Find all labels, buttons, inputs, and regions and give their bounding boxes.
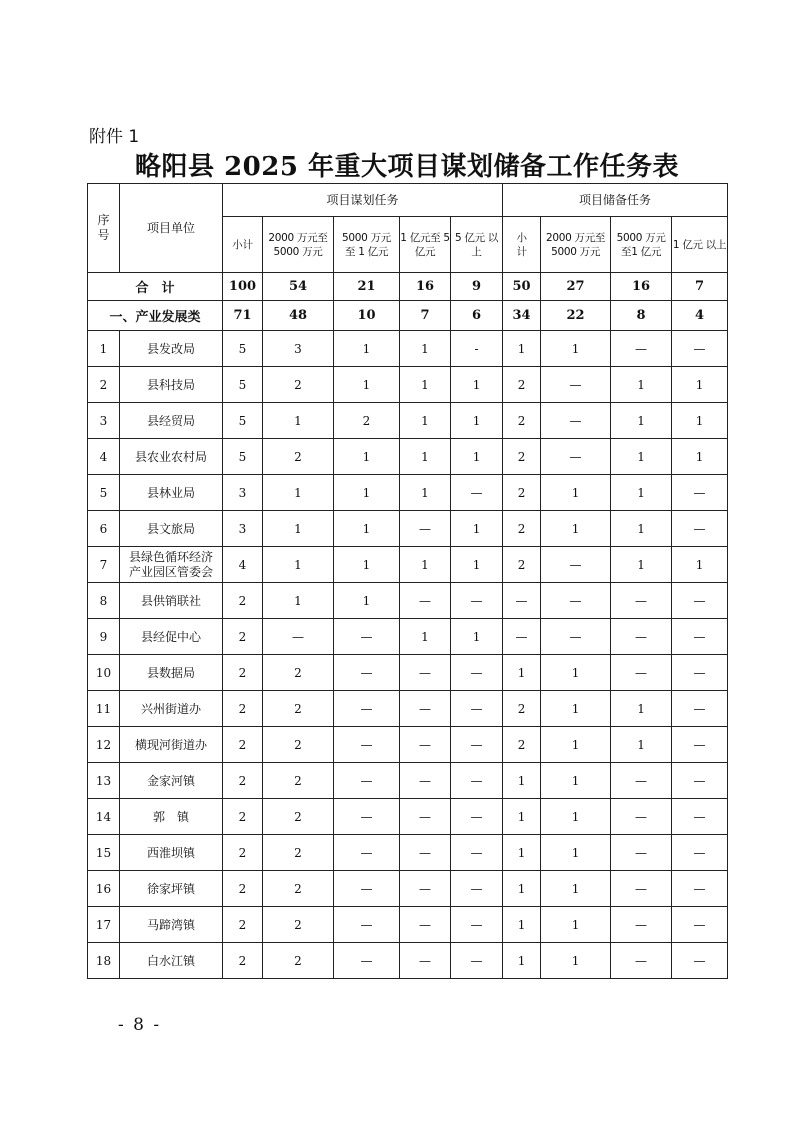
total-label: 合 计 <box>88 273 223 301</box>
sum-cell: 100 <box>223 273 263 301</box>
row-seq: 6 <box>88 511 120 547</box>
header-reserve-group: 项目储备任务 <box>503 184 728 217</box>
row-value: — <box>451 943 503 979</box>
row-value: 1 <box>541 511 611 547</box>
row-value: 2 <box>263 907 334 943</box>
row-seq: 9 <box>88 619 120 655</box>
row-value: — <box>611 583 672 619</box>
row-value: 2 <box>503 511 541 547</box>
table-row <box>88 835 728 871</box>
row-value: — <box>400 655 451 691</box>
header-planning-group: 项目谋划任务 <box>223 184 503 217</box>
row-value: 1 <box>334 439 400 475</box>
row-value: — <box>451 799 503 835</box>
row-value: 1 <box>263 547 334 583</box>
row-value: — <box>672 583 728 619</box>
row-value: 1 <box>611 727 672 763</box>
row-value: — <box>672 727 728 763</box>
task-table <box>87 183 728 979</box>
row-unit: 马蹄湾镇 <box>120 907 223 943</box>
row-seq: 1 <box>88 331 120 367</box>
row-value: 2 <box>223 871 263 907</box>
category-label: 一、产业发展类 <box>88 301 223 331</box>
row-value: — <box>400 871 451 907</box>
row-value: 1 <box>541 799 611 835</box>
row-seq: 16 <box>88 871 120 907</box>
table-row <box>88 943 728 979</box>
row-value: — <box>611 331 672 367</box>
row-value: 1 <box>451 511 503 547</box>
row-value: 1 <box>503 871 541 907</box>
row-value: 1 <box>672 547 728 583</box>
row-unit: 兴州街道办 <box>120 691 223 727</box>
row-value: 2 <box>503 439 541 475</box>
page-title: 略阳县 2025 年重大项目谋划储备工作任务表 <box>135 152 679 182</box>
sum-cell: 16 <box>400 273 451 301</box>
row-value: 1 <box>611 511 672 547</box>
row-value: 1 <box>672 367 728 403</box>
row-value: — <box>672 655 728 691</box>
row-value: 4 <box>223 547 263 583</box>
table-row <box>88 547 728 583</box>
sum-cell: 8 <box>611 301 672 331</box>
header-seq: 序号 <box>88 184 120 273</box>
row-value: 1 <box>400 403 451 439</box>
row-value: — <box>541 583 611 619</box>
table-row <box>88 619 728 655</box>
row-value: — <box>541 367 611 403</box>
sum-cell: 21 <box>334 273 400 301</box>
row-value: — <box>334 871 400 907</box>
row-value: — <box>400 799 451 835</box>
row-value: 1 <box>334 331 400 367</box>
row-value: 1 <box>503 907 541 943</box>
row-unit: 横现河街道办 <box>120 727 223 763</box>
sum-cell: 10 <box>334 301 400 331</box>
row-value: 2 <box>223 835 263 871</box>
row-seq: 11 <box>88 691 120 727</box>
row-value: — <box>400 907 451 943</box>
table-row <box>88 475 728 511</box>
row-value: — <box>611 763 672 799</box>
row-value: 1 <box>334 475 400 511</box>
row-unit: 县供销联社 <box>120 583 223 619</box>
row-value: 5 <box>223 331 263 367</box>
row-value: — <box>611 619 672 655</box>
row-value: — <box>400 583 451 619</box>
row-unit: 县绿色循环经济产业园区管委会 <box>120 547 223 583</box>
row-value: 2 <box>263 655 334 691</box>
row-seq: 10 <box>88 655 120 691</box>
row-value: 3 <box>263 331 334 367</box>
row-value: — <box>672 799 728 835</box>
row-value: — <box>672 331 728 367</box>
row-value: — <box>672 763 728 799</box>
row-value: — <box>451 691 503 727</box>
row-unit: 徐家坪镇 <box>120 871 223 907</box>
row-value: 1 <box>503 331 541 367</box>
row-value: 1 <box>334 367 400 403</box>
row-value: 1 <box>503 943 541 979</box>
sum-cell: 54 <box>263 273 334 301</box>
row-value: — <box>400 835 451 871</box>
row-unit: 县经促中心 <box>120 619 223 655</box>
row-value: — <box>451 835 503 871</box>
row-value: — <box>334 799 400 835</box>
row-value: — <box>672 511 728 547</box>
row-value: 2 <box>334 403 400 439</box>
row-value: 1 <box>334 547 400 583</box>
row-value: 1 <box>541 907 611 943</box>
row-value: 1 <box>541 763 611 799</box>
sum-cell: 6 <box>451 301 503 331</box>
header-reserve-col: 2000 万元至 5000 万元 <box>541 217 611 273</box>
row-value: 1 <box>451 547 503 583</box>
row-value: 1 <box>611 439 672 475</box>
row-value: — <box>672 871 728 907</box>
row-value: 1 <box>451 403 503 439</box>
table-row <box>88 403 728 439</box>
table-row <box>88 511 728 547</box>
header-unit: 项目单位 <box>120 184 223 273</box>
row-unit: 县林业局 <box>120 475 223 511</box>
row-value: 2 <box>263 943 334 979</box>
row-value: 1 <box>263 511 334 547</box>
row-value: — <box>334 691 400 727</box>
table-row <box>88 655 728 691</box>
row-value: 1 <box>263 475 334 511</box>
row-value: 1 <box>334 511 400 547</box>
row-seq: 14 <box>88 799 120 835</box>
table-row <box>88 727 728 763</box>
row-value: 1 <box>503 835 541 871</box>
sum-cell: 50 <box>503 273 541 301</box>
row-value: 1 <box>611 403 672 439</box>
row-value: — <box>334 619 400 655</box>
row-value: — <box>451 475 503 511</box>
header-planning-col: 1 亿元至 5亿元 <box>400 217 451 273</box>
row-value: — <box>541 619 611 655</box>
row-value: 2 <box>263 763 334 799</box>
row-value: 1 <box>611 547 672 583</box>
row-value: — <box>334 655 400 691</box>
row-value: 2 <box>223 583 263 619</box>
row-value: 1 <box>541 943 611 979</box>
sum-cell: 71 <box>223 301 263 331</box>
row-value: — <box>400 943 451 979</box>
row-value: — <box>611 655 672 691</box>
sum-cell: 27 <box>541 273 611 301</box>
row-value: 1 <box>541 475 611 511</box>
row-value: 2 <box>223 943 263 979</box>
row-value: 2 <box>503 403 541 439</box>
row-unit: 郭 镇 <box>120 799 223 835</box>
row-value: 2 <box>263 835 334 871</box>
row-value: 1 <box>503 763 541 799</box>
row-value: — <box>672 835 728 871</box>
row-unit: 白水江镇 <box>120 943 223 979</box>
row-value: 1 <box>611 367 672 403</box>
header-planning-col: 5000 万元 至 1 亿元 <box>334 217 400 273</box>
row-value: 1 <box>541 331 611 367</box>
row-value: 2 <box>503 691 541 727</box>
row-value: 2 <box>503 727 541 763</box>
row-unit: 县文旅局 <box>120 511 223 547</box>
row-seq: 15 <box>88 835 120 871</box>
row-value: 1 <box>400 619 451 655</box>
row-value: 1 <box>263 583 334 619</box>
table-row <box>88 367 728 403</box>
row-value: 2 <box>503 367 541 403</box>
row-value: 5 <box>223 403 263 439</box>
row-value: 1 <box>400 367 451 403</box>
row-value: 1 <box>611 475 672 511</box>
row-value: — <box>334 907 400 943</box>
row-value: 1 <box>451 439 503 475</box>
row-unit: 县数据局 <box>120 655 223 691</box>
row-value: 2 <box>223 907 263 943</box>
row-value: 1 <box>263 403 334 439</box>
row-value: — <box>541 403 611 439</box>
row-value: — <box>400 511 451 547</box>
row-value: - <box>451 331 503 367</box>
row-value: 1 <box>400 475 451 511</box>
row-value: — <box>451 907 503 943</box>
row-value: 2 <box>263 871 334 907</box>
row-value: — <box>451 871 503 907</box>
row-value: 1 <box>611 691 672 727</box>
header-reserve-col: 小计 <box>503 217 541 273</box>
row-value: — <box>541 547 611 583</box>
row-value: 2 <box>263 691 334 727</box>
row-value: 3 <box>223 511 263 547</box>
row-seq: 12 <box>88 727 120 763</box>
row-value: — <box>672 475 728 511</box>
row-value: 1 <box>400 439 451 475</box>
row-value: — <box>503 583 541 619</box>
sum-cell: 48 <box>263 301 334 331</box>
row-value: — <box>611 871 672 907</box>
row-value: 2 <box>223 619 263 655</box>
row-value: 2 <box>223 691 263 727</box>
row-value: 1 <box>503 655 541 691</box>
sum-cell: 7 <box>400 301 451 331</box>
row-value: 1 <box>451 367 503 403</box>
row-value: — <box>611 799 672 835</box>
row-value: 1 <box>541 871 611 907</box>
sum-cell: 16 <box>611 273 672 301</box>
table-row <box>88 331 728 367</box>
row-seq: 17 <box>88 907 120 943</box>
row-value: 2 <box>263 727 334 763</box>
table-row <box>88 799 728 835</box>
row-value: — <box>451 655 503 691</box>
header-reserve-col: 1 亿元 以上 <box>672 217 728 273</box>
row-value: — <box>451 727 503 763</box>
sum-cell: 34 <box>503 301 541 331</box>
row-value: 1 <box>672 403 728 439</box>
table-row <box>88 439 728 475</box>
row-value: 1 <box>672 439 728 475</box>
total-row <box>88 273 728 301</box>
row-unit: 西淮坝镇 <box>120 835 223 871</box>
row-value: — <box>400 727 451 763</box>
table-row <box>88 907 728 943</box>
row-value: — <box>334 835 400 871</box>
row-value: — <box>541 439 611 475</box>
row-value: — <box>334 763 400 799</box>
header-reserve-col: 5000 万元 至1 亿元 <box>611 217 672 273</box>
row-value: 3 <box>223 475 263 511</box>
row-seq: 2 <box>88 367 120 403</box>
header-planning-col: 小计 <box>223 217 263 273</box>
row-value: 1 <box>541 655 611 691</box>
row-value: 2 <box>223 763 263 799</box>
row-seq: 13 <box>88 763 120 799</box>
page-number: - 8 - <box>118 1015 162 1035</box>
row-value: — <box>334 727 400 763</box>
row-value: — <box>611 835 672 871</box>
row-seq: 4 <box>88 439 120 475</box>
header-planning-col: 2000 万元至 5000 万元 <box>263 217 334 273</box>
row-value: — <box>672 691 728 727</box>
row-value: 1 <box>400 547 451 583</box>
table-row <box>88 691 728 727</box>
row-value: 2 <box>263 439 334 475</box>
row-seq: 7 <box>88 547 120 583</box>
table-row <box>88 871 728 907</box>
row-value: 1 <box>503 799 541 835</box>
table-row <box>88 583 728 619</box>
row-value: — <box>503 619 541 655</box>
sum-cell: 7 <box>672 273 728 301</box>
row-unit: 金家河镇 <box>120 763 223 799</box>
row-unit: 县发改局 <box>120 331 223 367</box>
row-value: 2 <box>263 367 334 403</box>
row-unit: 县经贸局 <box>120 403 223 439</box>
attachment-label: 附件 1 <box>89 127 140 147</box>
row-value: 1 <box>334 583 400 619</box>
row-seq: 5 <box>88 475 120 511</box>
row-seq: 8 <box>88 583 120 619</box>
row-value: 2 <box>223 799 263 835</box>
row-value: — <box>672 907 728 943</box>
row-value: — <box>451 763 503 799</box>
row-value: — <box>672 619 728 655</box>
row-value: — <box>263 619 334 655</box>
header-planning-col: 5 亿元 以上 <box>451 217 503 273</box>
row-unit: 县科技局 <box>120 367 223 403</box>
row-value: — <box>611 943 672 979</box>
row-value: 2 <box>223 655 263 691</box>
row-value: 1 <box>400 331 451 367</box>
row-value: 1 <box>451 619 503 655</box>
row-seq: 3 <box>88 403 120 439</box>
row-value: 1 <box>541 727 611 763</box>
sum-cell: 9 <box>451 273 503 301</box>
row-value: — <box>611 907 672 943</box>
row-value: — <box>451 583 503 619</box>
row-value: — <box>334 943 400 979</box>
sum-cell: 4 <box>672 301 728 331</box>
row-seq: 18 <box>88 943 120 979</box>
row-value: 1 <box>541 835 611 871</box>
row-value: 5 <box>223 367 263 403</box>
row-value: — <box>672 943 728 979</box>
row-value: — <box>400 763 451 799</box>
row-unit: 县农业农村局 <box>120 439 223 475</box>
row-value: 1 <box>541 691 611 727</box>
sum-cell: 22 <box>541 301 611 331</box>
row-value: 2 <box>503 547 541 583</box>
row-value: 2 <box>263 799 334 835</box>
category-row <box>88 301 728 331</box>
row-value: — <box>400 691 451 727</box>
row-value: 2 <box>223 727 263 763</box>
table-row <box>88 763 728 799</box>
row-value: 2 <box>503 475 541 511</box>
row-value: 5 <box>223 439 263 475</box>
